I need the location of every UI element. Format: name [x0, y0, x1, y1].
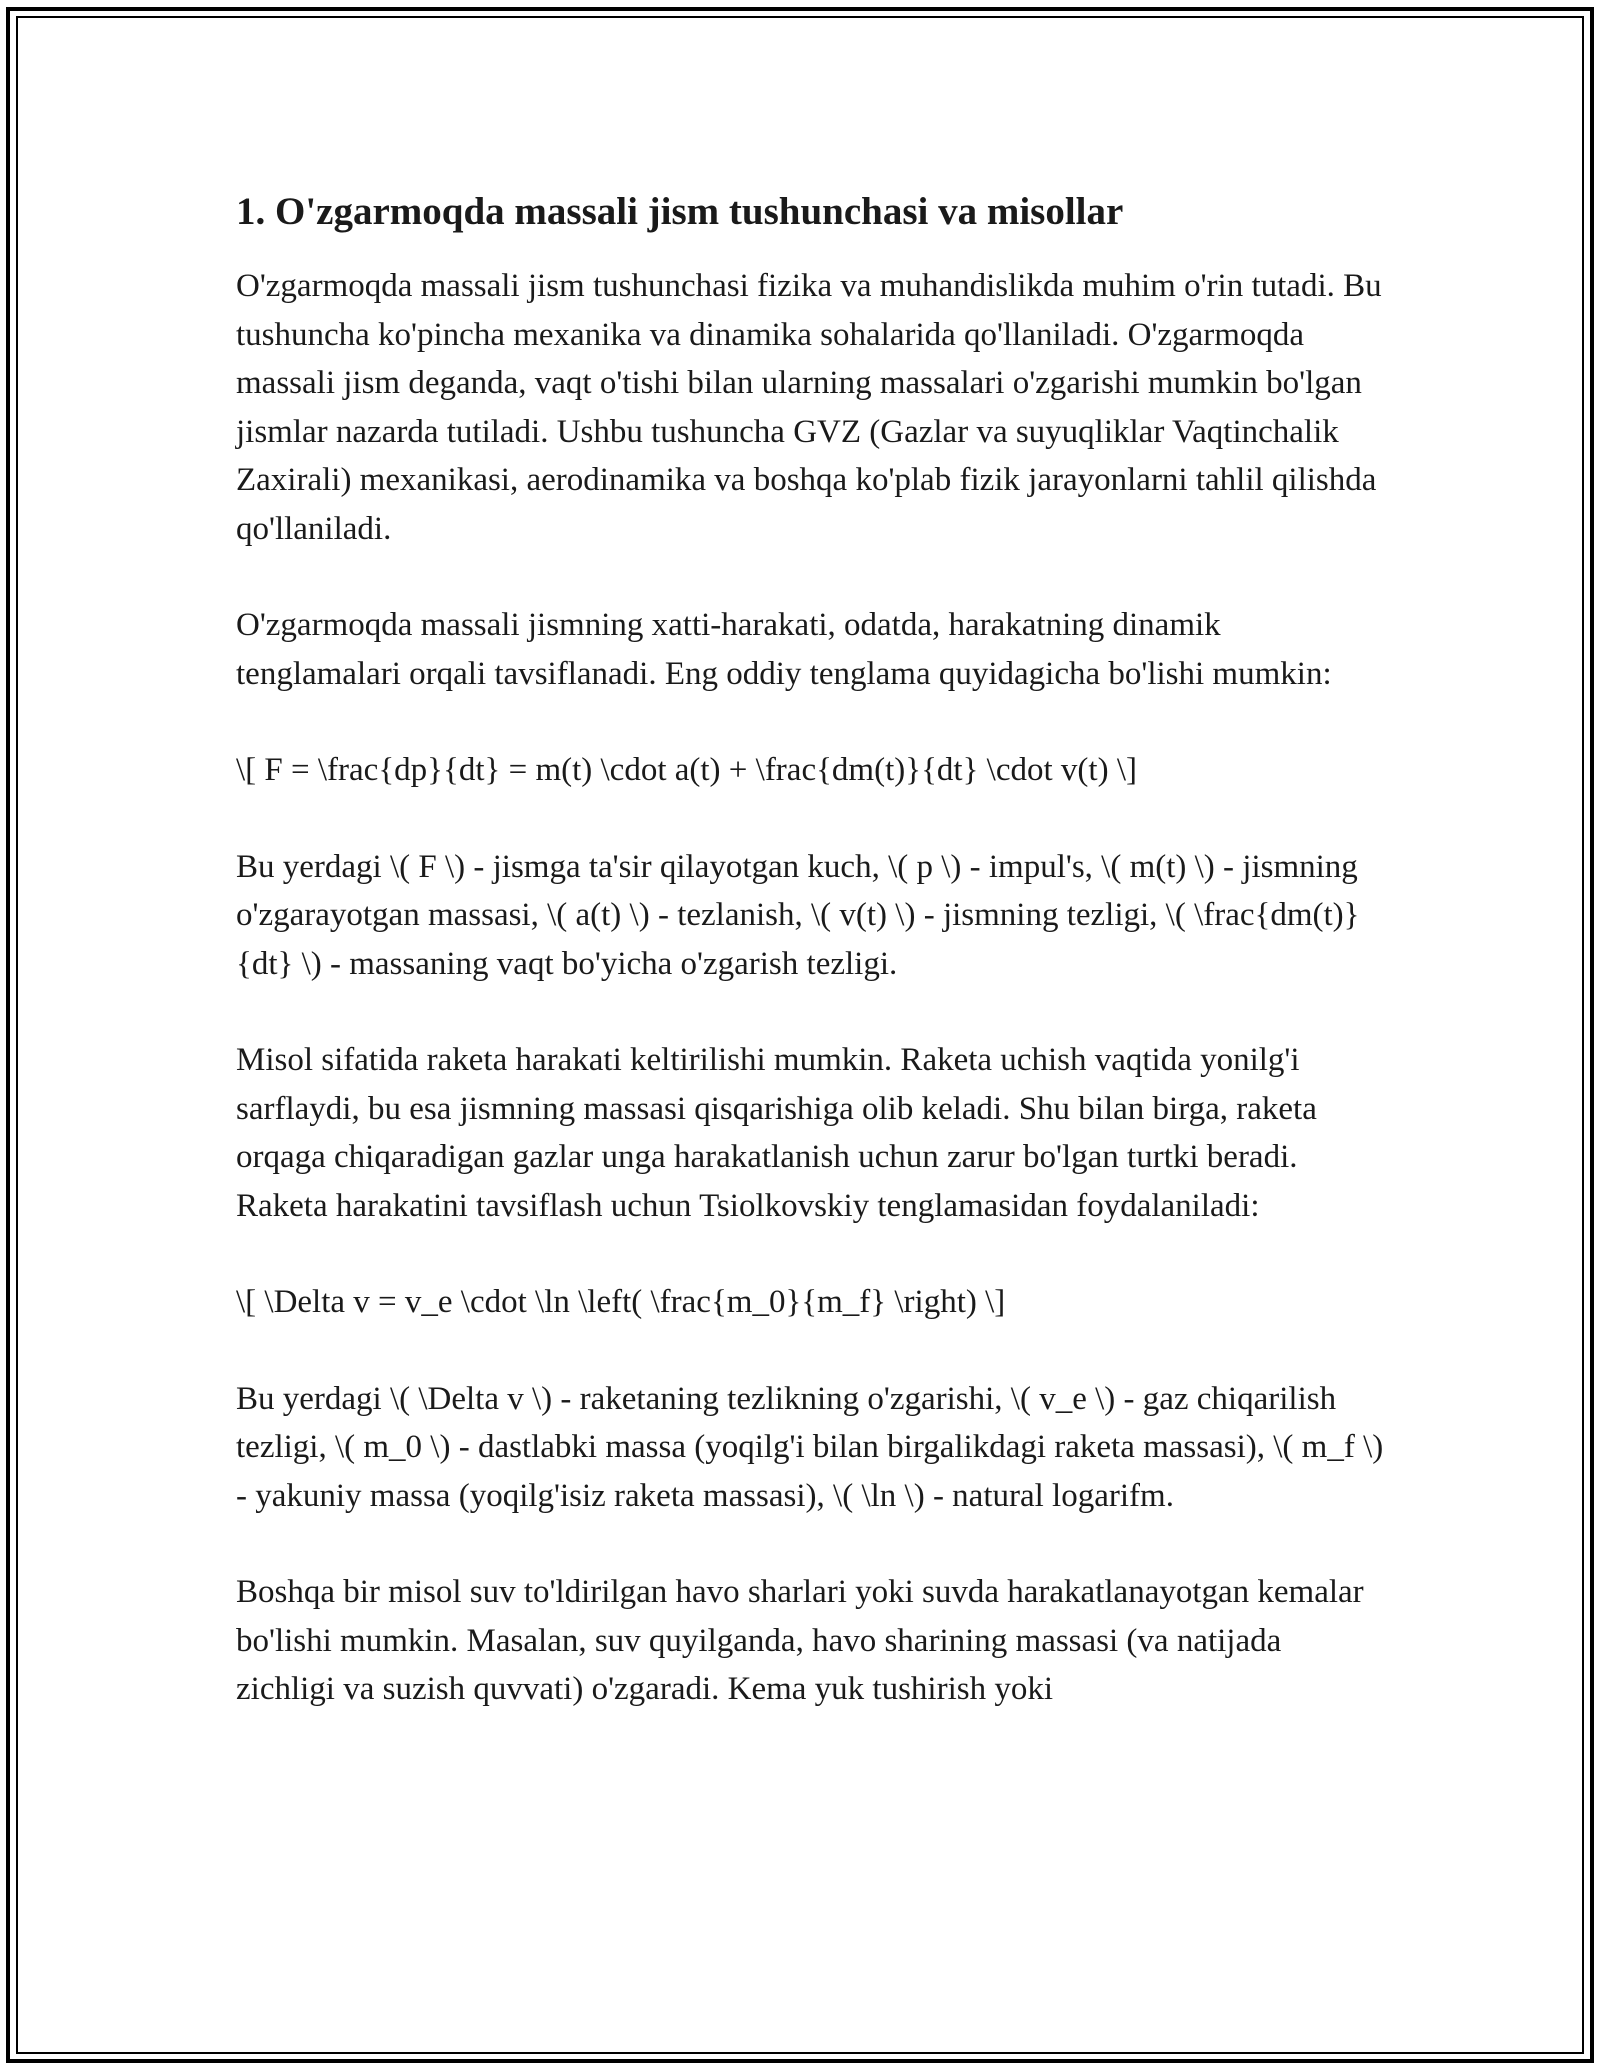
equation-force: \[ F = \frac{dp}{dt} = m(t) \cdot a(t) + \frac{dm(t)}{dt} \cdot v(t) \] — [236, 752, 1137, 788]
paragraph-dynamics: O'zgarmoqda massali jismning xatti-harakati, odatda, harakatning dinamik tenglamalari orqali tavsiflanadi. Eng oddiy tenglama quyidagicha bo'lishi mumkin: — [236, 607, 1332, 692]
section-heading: 1. O'zgarmoqda massali jism tushunchasi va misollar — [236, 190, 1124, 233]
paragraph-rocket-example: Misol sifatida raketa harakati keltirilishi mumkin. Raketa uchish vaqtida yonilg'i sarflaydi, bu esa jismning massasi qisqarishiga olib keladi. Shu bilan birga, raketa orqaga chiqaradigan gazlar unga harakatlanish uchun zarur bo'lgan turtki beradi. Raketa harakatini tavsiflash uchun Tsiolkovskiy tenglamasidan foydalaniladi: — [236, 1042, 1317, 1224]
paragraph-rocket-terms: Bu yerdagi \( \Delta v \) - raketaning tezlikning o'zgarishi, \( v_e \) - gaz chiqarilish tezligi, \( m_0 \) - dastlabki massa (yoqilg'i bilan birgalikdagi raketa massasi), \( m_f \) - yakuniy massa (yoqilg'isiz raketa massasi), \( \ln \) - natural logarifm. — [236, 1380, 1384, 1514]
document-body — [236, 186, 1386, 1714]
paragraph-other-examples: Boshqa bir misol suv to'ldirilgan havo sharlari yoki suvda harakatlanayotgan kemalar bo'lishi mumkin. Masalan, suv quyilganda, havo sharining massasi (va natijada zichligi va suzish quvvati) o'zgaradi. Kema yuk tushirish yoki — [236, 1574, 1364, 1707]
equation-tsiolkovsky: \[ \Delta v = v_e \cdot \ln \left( \frac{m_0}{m_f} \right) \] — [236, 1284, 1006, 1320]
paragraph-force-terms: Bu yerdagi \( F \) - jismga ta'sir qilayotgan kuch, \( p \) - impul's, \( m(t) \) - jismning o'zgarayotgan massasi, \( a(t) \) - tezlanish, \( v(t) \) - jismning tezligi, \( \frac{dm(t)}{dt} \) - massaning vaqt bo'yicha o'zgarish tezligi. — [236, 848, 1360, 982]
paragraph-intro: O'zgarmoqda massali jism tushunchasi fizika va muhandislikda muhim o'rin tutadi. Bu tushuncha ko'pincha mexanika va dinamika sohalarida qo'llaniladi. O'zgarmoqda massali jism deganda, vaqt o'tishi bilan ularning massalari o'zgarishi mumkin bo'lgan jismlar nazarda tutiladi. Ushbu tushuncha GVZ (Gazlar va suyuqliklar Vaqtinchalik Zaxirali) mexanikasi, aerodinamika va boshqa ko'plab fizik jarayonlarni tahlil qilishda qo'llaniladi. — [236, 268, 1382, 547]
